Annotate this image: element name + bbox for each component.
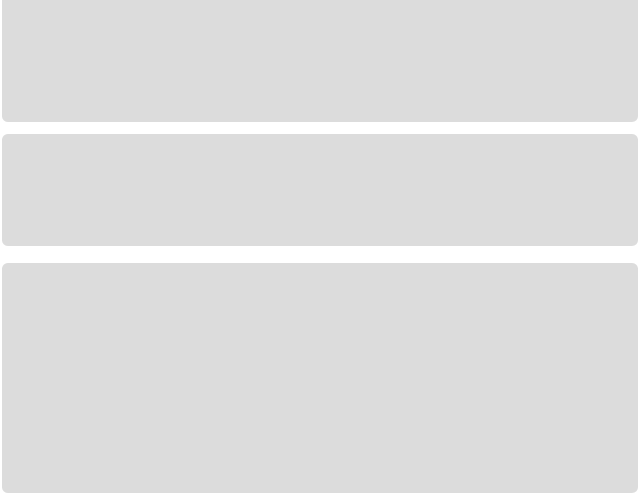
- site-climate-panel: [2, 263, 638, 493]
- building-data-panel: [2, 0, 638, 122]
- reference-climate-panel: [2, 134, 638, 246]
